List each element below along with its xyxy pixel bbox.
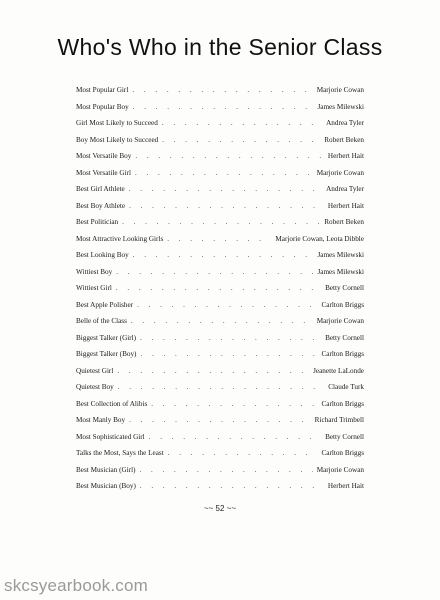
award-row [76,478,364,495]
award-title: Most Popular Girl [76,86,129,94]
award-row [76,363,364,380]
dot-leader [129,412,311,429]
award-title: Quietest Girl [76,366,114,375]
winner-name: James Milewski [317,102,364,111]
award-title: Biggest Talker (Girl) [76,333,137,342]
winner-name: Marjorie Cowan [316,465,364,474]
dot-leader [162,132,320,149]
award-title: Best Boy Athlete [76,201,126,210]
dot-leader [132,82,312,99]
award-title: Most Manly Boy [76,416,126,424]
award-row [76,165,364,182]
dot-leader [140,478,324,495]
winner-name: Andrea Tyler [326,185,364,193]
award-row [76,313,364,330]
award-row [76,115,364,132]
watermark: skcsyearbook.com [4,576,148,595]
winner-name: Marjorie Cowan [316,86,364,94]
award-title: Best Politician [76,218,119,226]
award-row [76,429,364,446]
winner-name: James Milewski [317,267,364,276]
award-row [76,231,364,248]
dot-leader [117,363,309,380]
award-title: Biggest Talker (Boy) [76,350,137,358]
award-row [76,99,364,116]
award-title: Best Looking Boy [76,251,129,259]
winner-name: Marjorie Cowan [316,317,364,325]
dot-leader [140,346,317,363]
award-row [76,412,364,429]
award-row [76,82,364,99]
award-title: Best Collection of Alibis [76,399,148,408]
award-title: Best Musician (Girl) [76,465,136,474]
award-row [76,148,364,165]
winner-name: Betty Cornell [325,432,364,441]
dot-leader [167,231,271,248]
award-row [76,247,364,264]
award-row [76,214,364,231]
winner-name: Robert Beken [324,218,364,226]
dot-leader [140,462,313,479]
page-title: Who's Who in the Senior Class [57,34,383,60]
award-row [76,462,364,479]
winner-name: Herbert Hait [327,201,364,210]
award-row [76,181,364,198]
award-row [76,297,364,314]
winner-name: Carlton Briggs [321,350,364,358]
dot-leader [133,99,314,116]
winner-name: Herbert Hait [327,152,364,160]
dot-leader [168,445,318,462]
award-title: Boy Most Likely to Succeed [76,135,159,144]
winner-name: Claude Turk [328,383,364,391]
winner-name: Jeanette LaLonde [313,366,364,375]
dot-leader [151,396,317,413]
page-number: ~~ 52 ~~ [203,504,237,513]
winner-name: Carlton Briggs [321,449,364,457]
award-title: Quietest Boy [76,383,114,391]
award-row [76,346,364,363]
dot-leader [129,198,324,215]
award-row [76,264,364,281]
award-title: Talks the Most, Says the Least [76,449,164,457]
awards-list [76,82,364,495]
award-title: Best Apple Polisher [76,300,134,309]
dot-leader [133,247,314,264]
winner-name: James Milewski [317,251,364,259]
award-row [76,132,364,149]
winner-name: Richard Trimbell [314,416,364,424]
winner-name: Betty Cornell [325,284,364,292]
dot-leader [137,297,317,314]
dot-leader [129,181,322,198]
award-title: Belle of the Class [76,317,127,325]
winner-name: Herbert Hait [327,482,364,490]
award-row [76,330,364,347]
dot-leader [116,280,321,297]
winner-name: Andrea Tyler [326,119,364,127]
dot-leader [131,313,313,330]
award-row [76,445,364,462]
award-title: Best Musician (Boy) [76,482,136,490]
award-row [76,379,364,396]
award-title: Most Popular Boy [76,102,129,111]
winner-name: Carlton Briggs [321,399,364,408]
award-row [76,396,364,413]
dot-leader [118,379,325,396]
award-title: Most Versatile Boy [76,152,132,160]
award-title: Girl Most Likely to Succeed [76,119,158,127]
winner-name: Marjorie Cowan [316,168,364,177]
winner-name: Carlton Briggs [321,300,364,309]
dot-leader [135,165,313,182]
award-title: Most Versatile Girl [76,168,131,177]
dot-leader [140,330,321,347]
award-title: Most Sophisticated Girl [76,432,145,441]
award-title: Wittiest Boy [76,267,113,276]
award-title: Most Attractive Looking Girls [76,234,164,243]
award-row [76,280,364,297]
award-row [76,198,364,215]
dot-leader [122,214,320,231]
dot-leader [162,115,322,132]
award-title: Best Girl Athlete [76,185,125,193]
dot-leader [149,429,321,446]
winner-name: Robert Beken [324,135,364,144]
dot-leader [135,148,324,165]
award-title: Wittiest Girl [76,284,112,292]
winner-name: Betty Cornell [325,333,364,342]
winner-name: Marjorie Cowan, Leota Dibble [275,234,364,243]
dot-leader [116,264,313,281]
